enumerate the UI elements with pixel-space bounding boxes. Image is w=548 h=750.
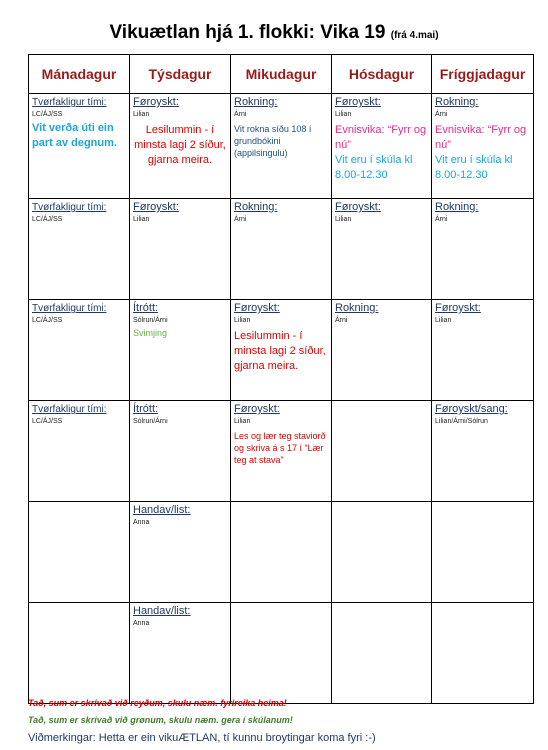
- lesson-note: Vit rokna síðu 108 í grundbókini (appilsingulu): [234, 124, 312, 158]
- subject-label: Rokning:: [335, 302, 379, 314]
- subject-label: Føroyskt:: [133, 201, 179, 213]
- day-header-row: [29, 55, 534, 94]
- subject-label: Føroyskt:: [335, 96, 381, 108]
- teacher-label: Árni: [234, 111, 247, 118]
- subject-label: Føroyskt:: [133, 96, 179, 108]
- cell-wednesday: [231, 300, 332, 401]
- title-main: Vikuætlan hjá 1. flokki: Vika 19: [109, 22, 386, 43]
- schedule-row: [29, 401, 534, 502]
- cell-wednesday: [231, 199, 332, 300]
- lesson-note: Les og lær teg staviorð og skriva á s 17 í “Lær teg at stava”: [234, 431, 326, 465]
- schedule-row: [29, 300, 534, 401]
- cell-thursday: [332, 401, 432, 502]
- subject-label: Rokning:: [234, 96, 278, 108]
- theme-week-note: Evnisvika: “Fyrr og nú”: [335, 124, 427, 151]
- teacher-label: Árni: [435, 111, 448, 118]
- cell-monday: [29, 502, 130, 603]
- day-header-tuesday: Týsdagur: [130, 55, 231, 94]
- teacher-label: LC/ÁJ/SS: [32, 418, 63, 425]
- teacher-label: Lilian: [234, 317, 251, 324]
- cell-thursday: [332, 603, 432, 704]
- subject-label: Ítrótt:: [133, 302, 159, 314]
- cell-friday: [432, 502, 534, 603]
- cell-tuesday: [130, 401, 231, 502]
- lesson-note: Svimjing: [133, 328, 168, 338]
- cell-thursday: [332, 199, 432, 300]
- cell-monday: [29, 94, 130, 199]
- teacher-label: Árni: [435, 216, 448, 223]
- schedule-row: [29, 502, 534, 603]
- cell-monday: [29, 603, 130, 704]
- cell-tuesday: [130, 603, 231, 704]
- schedule-table: [28, 54, 534, 704]
- school-hours-note: Vit eru í skúla kl 8.00-12.30: [335, 154, 413, 181]
- day-header-wednesday: Mikudagur: [231, 55, 332, 94]
- school-hours-note: Vit eru í skúla kl 8.00-12.30: [435, 154, 513, 181]
- day-header-thursday: Hósdagur: [332, 55, 432, 94]
- cell-tuesday: [130, 94, 231, 199]
- lesson-note: Vit verða úti ein part av degnum.: [32, 122, 117, 149]
- subject-label: Tvørfakligur tími:: [32, 97, 107, 108]
- teacher-label: Sólrun/Árni: [133, 418, 168, 425]
- subject-label: Rokning:: [234, 201, 278, 213]
- subject-label: Tvørfakligur tími:: [32, 303, 107, 314]
- subject-label: Rokning:: [435, 201, 479, 213]
- cell-monday: [29, 401, 130, 502]
- subject-label: Handav/list:: [133, 504, 191, 516]
- cell-tuesday: [130, 300, 231, 401]
- subject-label: Ítrótt:: [133, 403, 159, 415]
- page-title: [0, 22, 548, 44]
- subject-label: Tvørfakligur tími:: [32, 404, 107, 415]
- cell-friday: [432, 199, 534, 300]
- cell-friday: [432, 603, 534, 704]
- teacher-label: Lilian: [133, 111, 150, 118]
- subject-label: Føroyskt/sang:: [435, 403, 508, 415]
- teacher-label: Anna: [133, 620, 150, 627]
- teacher-label: LC/ÁJ/SS: [32, 111, 63, 118]
- cell-thursday: [332, 94, 432, 199]
- cell-friday: [432, 300, 534, 401]
- day-header-friday: Fríggjadagur: [432, 55, 534, 94]
- cell-monday: [29, 300, 130, 401]
- subject-label: Føroyskt:: [435, 302, 481, 314]
- subject-label: Handav/list:: [133, 605, 191, 617]
- teacher-label: Sólrun/Árni: [133, 317, 168, 324]
- footer-red-legend: Tað, sum er skrivað við reyðum, skulu næm. fyrireika heima!: [28, 698, 287, 708]
- teacher-label: Lilian: [435, 317, 452, 324]
- footer-remark: Viðmerkingar: Hetta er ein vikuÆTLAN, tí kunnu broytingar koma fyri :-): [28, 732, 376, 744]
- teacher-label: Lilian/Árni/Sólrun: [435, 418, 488, 425]
- theme-week-note: Evnisvika: “Fyrr og nú”: [435, 124, 527, 151]
- cell-wednesday: [231, 603, 332, 704]
- subject-label: Føroyskt:: [335, 201, 381, 213]
- cell-wednesday: [231, 502, 332, 603]
- teacher-label: LC/ÁJ/SS: [32, 216, 63, 223]
- cell-wednesday: [231, 401, 332, 502]
- lesson-note: Lesilummin - í minsta lagi 2 síður, gjarna meira.: [234, 330, 326, 372]
- teacher-label: LC/ÁJ/SS: [32, 317, 63, 324]
- subject-label: Føroyskt:: [234, 403, 280, 415]
- teacher-label: Árni: [335, 317, 348, 324]
- cell-friday: [432, 94, 534, 199]
- lesson-note: Lesilummin - í minsta lagi 2 síður, gjarna meira.: [134, 124, 226, 166]
- cell-thursday: [332, 502, 432, 603]
- teacher-label: Lilian: [234, 418, 251, 425]
- subject-label: Tvørfakligur tími:: [32, 202, 107, 213]
- subject-label: Rokning:: [435, 96, 479, 108]
- cell-tuesday: [130, 199, 231, 300]
- cell-monday: [29, 199, 130, 300]
- cell-thursday: [332, 300, 432, 401]
- teacher-label: Anna: [133, 519, 150, 526]
- subject-label: Føroyskt:: [234, 302, 280, 314]
- day-header-monday: Mánadagur: [29, 55, 130, 94]
- cell-friday: [432, 401, 534, 502]
- footer-green-legend: Tað, sum er skrivað við grønum, skulu næm. gera í skúlanum!: [28, 715, 293, 725]
- title-sub: (frá 4.mai): [390, 30, 439, 41]
- teacher-label: Lilian: [335, 216, 352, 223]
- schedule-row: [29, 94, 534, 199]
- cell-wednesday: [231, 94, 332, 199]
- teacher-label: Lilian: [335, 111, 352, 118]
- teacher-label: Lilian: [133, 216, 150, 223]
- schedule-row: [29, 199, 534, 300]
- cell-tuesday: [130, 502, 231, 603]
- schedule-row: [29, 603, 534, 704]
- teacher-label: Árni: [234, 216, 247, 223]
